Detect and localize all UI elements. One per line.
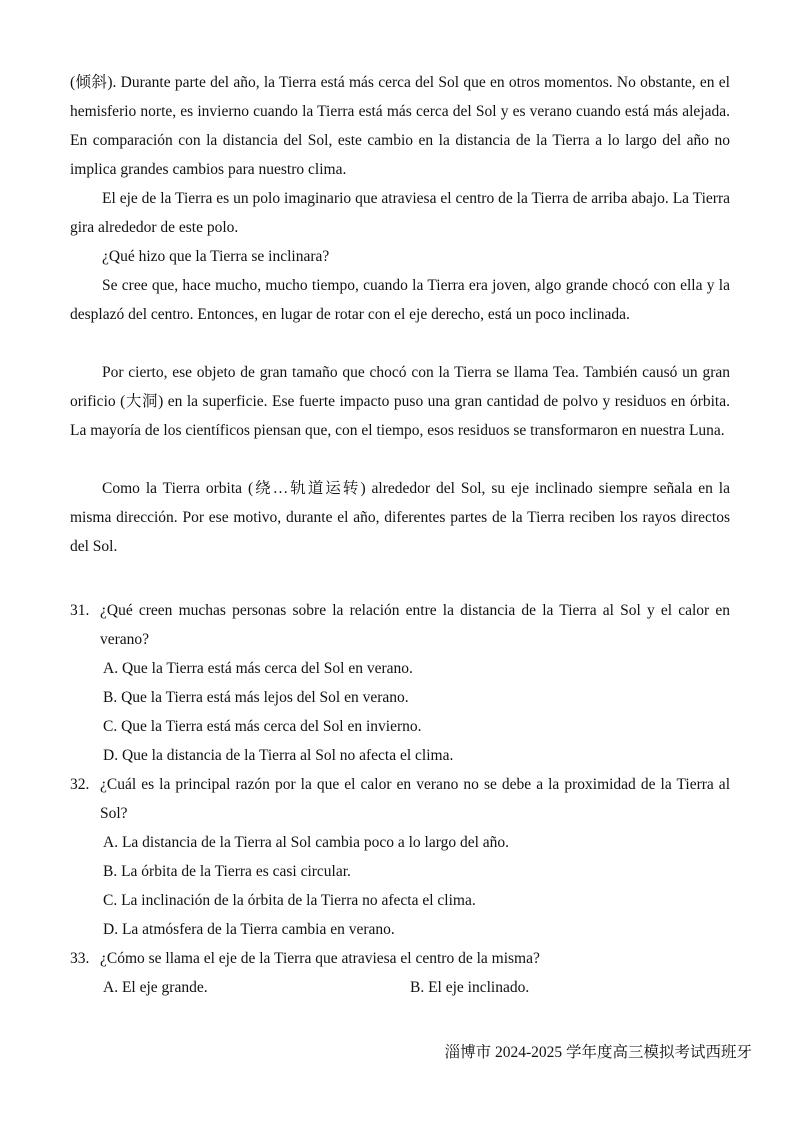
- question-number: 32.: [70, 776, 90, 793]
- question-text: ¿Cuál es la principal razón por la que el calor en verano no se debe a la proximidad de la Tierra al Sol?: [100, 776, 730, 822]
- passage-paragraph-5: Por cierto, ese objeto de gran tamaño que chocó con la Tierra se llama Tea. También causó un gran orificio (大洞) en la superficie. Ese fuerte impacto puso una gran cantidad de polvo y residuos en órbita. La mayoría de los científicos piensan que, con el tiempo, esos residuos se transformaron en nuestra Luna.: [70, 364, 730, 439]
- option-b: B. Que la Tierra está más lejos del Sol en verano.: [103, 689, 409, 706]
- option-a: A. La distancia de la Tierra al Sol cambia poco a lo largo del año.: [103, 834, 510, 851]
- question-32: [70, 770, 730, 944]
- question-number: 31.: [70, 602, 90, 619]
- option-c: C. La inclinación de la órbita de la Tierra no afecta el clima.: [103, 892, 476, 909]
- passage-paragraph-3: ¿Qué hizo que la Tierra se inclinara?: [102, 248, 330, 265]
- passage-paragraph-1: (倾斜). Durante parte del año, la Tierra está más cerca del Sol que en otros momentos. No obstante, en el hemisferio norte, es invierno cuando la Tierra está más cerca del Sol y es verano cuando está más alejada. En comparación con la distancia del Sol, este cambio en la distancia de la Tierra a lo largo del año no implica grandes cambios para nuestro clima.: [70, 74, 730, 178]
- question-text: ¿Qué creen muchas personas sobre la relación entre la distancia de la Tierra al Sol y el calor en verano?: [100, 602, 730, 648]
- passage-paragraph-6: Como la Tierra orbita (绕…轨道运转) alrededor del Sol, su eje inclinado siempre señala en la misma dirección. Por ese motivo, durante el año, diferentes partes de la Tierra reciben los rayos directos del Sol.: [70, 480, 730, 555]
- option-c: C. Que la Tierra está más cerca del Sol en invierno.: [103, 718, 422, 735]
- option-b: B. El eje inclinado.: [410, 979, 530, 996]
- question-text: ¿Cómo se llama el eje de la Tierra que atraviesa el centro de la misma?: [100, 950, 540, 967]
- option-d: D. Que la distancia de la Tierra al Sol no afecta el clima.: [103, 747, 454, 764]
- option-b: B. La órbita de la Tierra es casi circular.: [103, 863, 351, 880]
- option-a: A. El eje grande.: [103, 979, 208, 996]
- passage-paragraph-2: El eje de la Tierra es un polo imaginario que atraviesa el centro de la Tierra de arriba abajo. La Tierra gira alrededor de este polo.: [70, 190, 730, 236]
- exam-footer: 淄博市 2024-2025 学年度高三模拟考试西班牙: [444, 1044, 752, 1061]
- question-number: 33.: [70, 950, 90, 967]
- option-d: D. La atmósfera de la Tierra cambia en verano.: [103, 921, 395, 938]
- option-a: A. Que la Tierra está más cerca del Sol en verano.: [103, 660, 413, 677]
- question-33: [70, 944, 730, 1002]
- options-row: [70, 973, 730, 1002]
- question-31: [70, 596, 730, 770]
- passage-paragraph-4: Se cree que, hace mucho, mucho tiempo, cuando la Tierra era joven, algo grande chocó con ella y la desplazó del centro. Entonces, en lugar de rotar con el eje derecho, está un poco inclinada.: [70, 277, 730, 323]
